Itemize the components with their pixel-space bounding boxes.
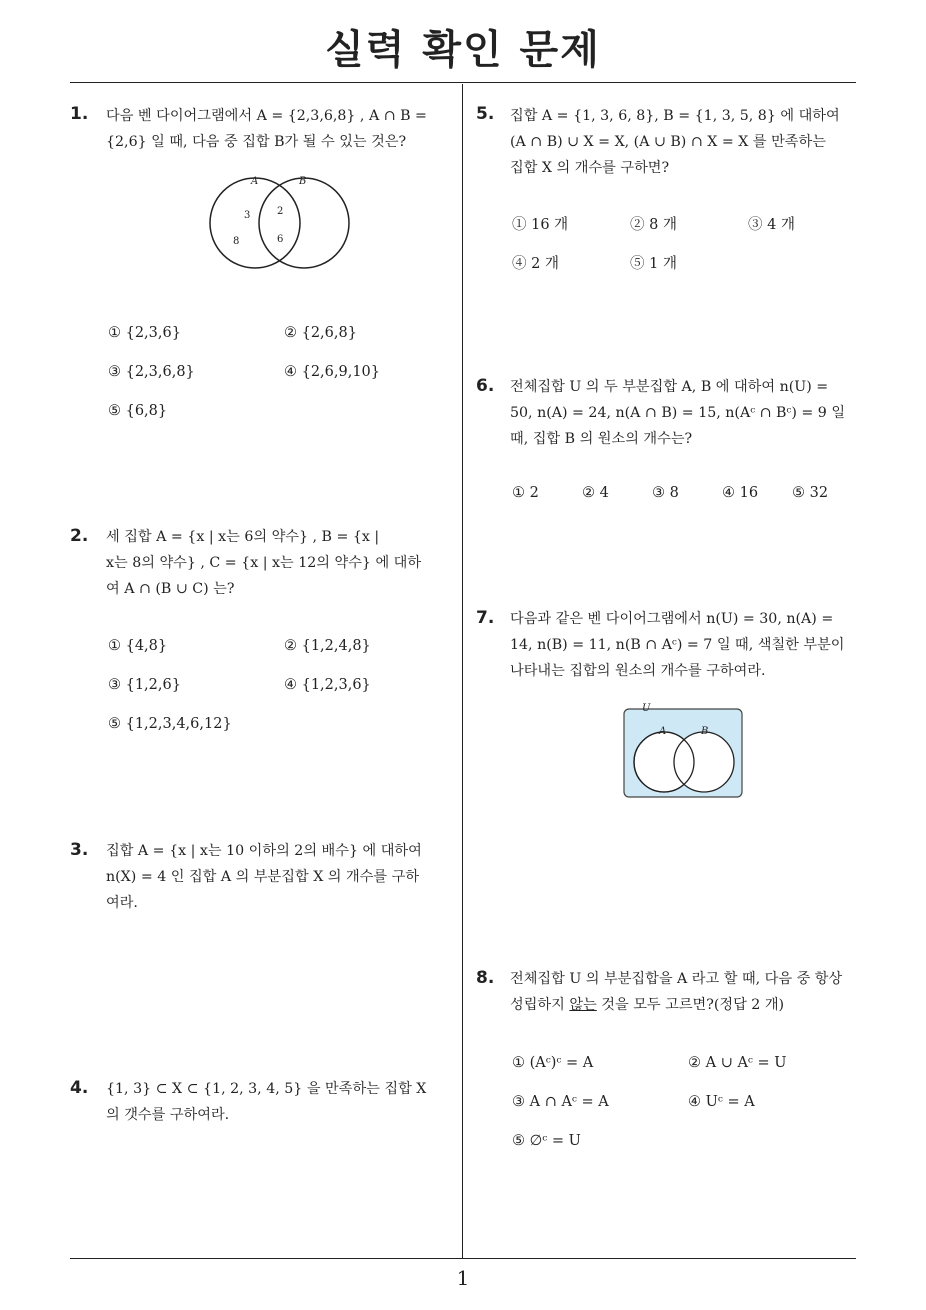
venn-label-a: A (251, 176, 259, 187)
question-6-text (510, 374, 858, 452)
question-8-line-part: 것을 모두 고르면?(정답 2 개) (596, 997, 785, 1013)
question-6-option[interactable]: ② 4 (582, 485, 609, 501)
question-1-option[interactable]: ① {2,3,6} (108, 325, 181, 341)
question-1-number: 1. (70, 104, 89, 124)
question-4-line: {1, 3} ⊂ X ⊂ {1, 2, 3, 4, 5} 을 만족하는 집합 X (106, 1081, 427, 1097)
venn-label-b: B (299, 176, 307, 187)
question-5-option[interactable]: ④ 2 개 (512, 256, 559, 272)
question-3-text (106, 838, 456, 916)
question-6-line: 전체집합 U 의 두 부분집합 A, B 에 대하여 n(U) = (510, 379, 829, 395)
question-5-option[interactable]: ② 8 개 (630, 217, 677, 233)
question-3-line: n(X) = 4 인 집합 A 의 부분집합 X 의 개수를 구하 (106, 869, 420, 885)
page-number: 1 (456, 1266, 470, 1290)
question-5-option[interactable]: ③ 4 개 (748, 217, 795, 233)
question-1-option[interactable]: ③ {2,3,6,8} (108, 364, 195, 380)
question-2-line: 세 집합 A = {x | x는 6의 약수} , B = {x | (106, 529, 380, 545)
venn-element: 6 (277, 234, 284, 245)
question-8-option[interactable]: ② A ∪ Aᶜ = U (688, 1055, 787, 1071)
footer-rule (70, 1258, 856, 1259)
header-rule (70, 82, 856, 83)
underlined-word: 않는 (569, 997, 597, 1013)
question-8-option[interactable]: ⑤ ∅ᶜ = U (512, 1133, 581, 1149)
question-7-text (510, 606, 858, 684)
question-5-line: (A ∩ B) ∪ X = X, (A ∪ B) ∩ X = X 를 만족하는 (510, 134, 826, 150)
question-2-option[interactable]: ① {4,8} (108, 638, 168, 654)
question-2-line: 여 A ∩ (B ∪ C) 는? (106, 581, 235, 597)
venn-element: 8 (233, 236, 240, 247)
question-5-number: 5. (476, 104, 495, 124)
question-2-text (106, 524, 456, 602)
question-1-line: 다음 벤 다이어그램에서 A = {2,3,6,8} , A ∩ B = (106, 108, 427, 124)
question-2-number: 2. (70, 526, 89, 546)
set-a-circle (210, 178, 300, 268)
question-8-number: 8. (476, 968, 495, 988)
question-8-line (510, 992, 858, 1018)
question-3-line: 집합 A = {x | x는 10 이하의 2의 배수} 에 대하여 (106, 843, 422, 859)
question-6-option[interactable]: ① 2 (512, 485, 539, 501)
venn-element: 3 (244, 210, 251, 221)
question-7-venn-diagram (622, 700, 746, 800)
question-7-line: 다음과 같은 벤 다이어그램에서 n(U) = 30, n(A) = (510, 611, 834, 627)
question-7-line: 나타내는 집합의 원소의 개수를 구하여라. (510, 663, 766, 679)
venn-label-a: A (659, 726, 667, 737)
question-4-number: 4. (70, 1078, 89, 1098)
question-7-line: 14, n(B) = 11, n(B ∩ Aᶜ) = 7 일 때, 색칠한 부분이 (510, 637, 845, 653)
question-8-option[interactable]: ④ Uᶜ = A (688, 1094, 755, 1110)
question-8-option[interactable]: ① (Aᶜ)ᶜ = A (512, 1055, 594, 1071)
set-b-circle (674, 732, 734, 792)
question-3-number: 3. (70, 840, 89, 860)
question-1-option[interactable]: ⑤ {6,8} (108, 403, 168, 419)
venn-label-b: B (701, 726, 709, 737)
question-1-option[interactable]: ④ {2,6,9,10} (284, 364, 381, 380)
question-2-line: x는 8의 약수} , C = {x | x는 12의 약수} 에 대하 (106, 555, 422, 571)
question-6-number: 6. (476, 376, 495, 396)
question-1-line: {2,6} 일 때, 다음 중 집합 B가 될 수 있는 것은? (106, 134, 407, 150)
question-4-text (106, 1076, 456, 1128)
question-6-option[interactable]: ③ 8 (652, 485, 679, 501)
question-1-option[interactable]: ② {2,6,8} (284, 325, 357, 341)
set-b-circle (259, 178, 349, 268)
venn-element: 2 (277, 206, 284, 217)
question-4-line: 의 갯수를 구하여라. (106, 1107, 230, 1123)
question-6-line: 50, n(A) = 24, n(A ∩ B) = 15, n(Aᶜ ∩ Bᶜ) = 9 일 (510, 405, 846, 421)
question-6-option[interactable]: ④ 16 (722, 485, 759, 501)
question-8-text (510, 966, 858, 1018)
question-5-line: 집합 X 의 개수를 구하면? (510, 160, 670, 176)
question-5-option[interactable]: ① 16 개 (512, 217, 569, 233)
question-5-text (510, 103, 858, 181)
question-2-option[interactable]: ② {1,2,4,8} (284, 638, 371, 654)
question-1-venn-diagram (195, 168, 365, 278)
venn-label-u: U (642, 703, 651, 714)
question-7-number: 7. (476, 608, 495, 628)
question-8-line-part: 성립하지 (510, 997, 570, 1013)
page-title: 실력 확인 문제 (325, 27, 601, 73)
question-8-line: 전체집합 U 의 부분집합을 A 라고 할 때, 다음 중 항상 (510, 971, 843, 987)
question-5-option[interactable]: ⑤ 1 개 (630, 256, 677, 272)
question-2-option[interactable]: ③ {1,2,6} (108, 677, 181, 693)
question-3-line: 여라. (106, 895, 138, 911)
question-5-line: 집합 A = {1, 3, 6, 8}, B = {1, 3, 5, 8} 에 대하여 (510, 108, 840, 124)
question-2-option[interactable]: ⑤ {1,2,3,4,6,12} (108, 716, 232, 732)
question-2-option[interactable]: ④ {1,2,3,6} (284, 677, 371, 693)
question-6-option[interactable]: ⑤ 32 (792, 485, 829, 501)
column-divider (462, 84, 463, 1259)
question-1-text (106, 103, 456, 155)
question-8-option[interactable]: ③ A ∩ Aᶜ = A (512, 1094, 609, 1110)
question-6-line: 때, 집합 B 의 원소의 개수는? (510, 431, 693, 447)
